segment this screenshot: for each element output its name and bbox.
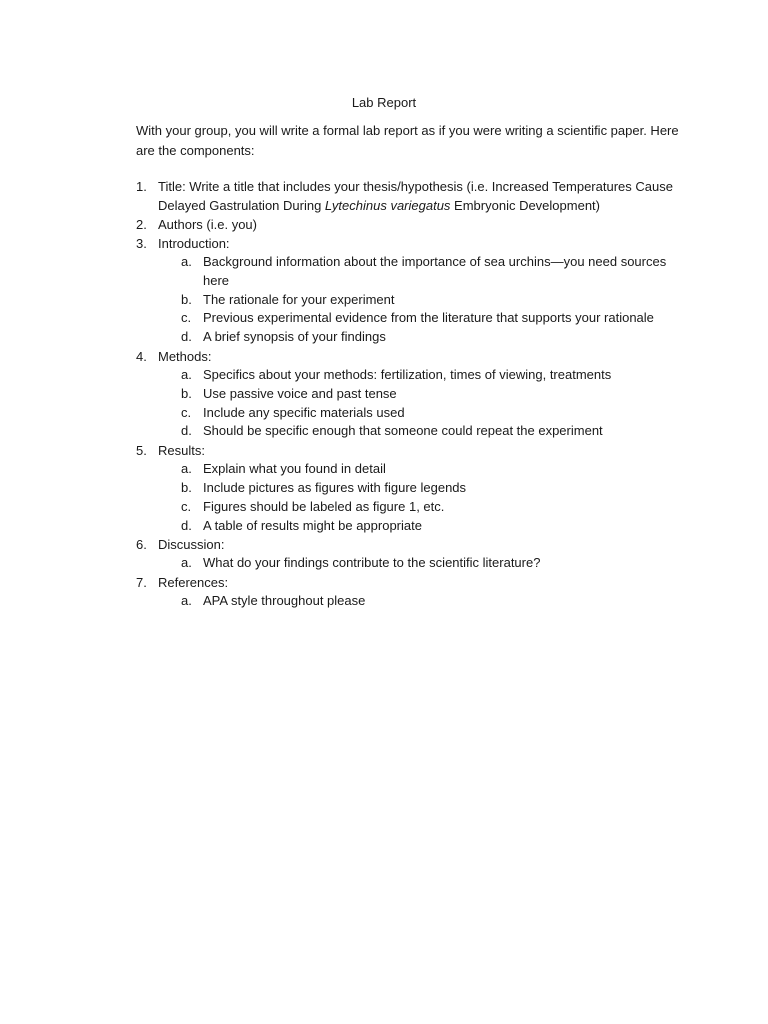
sub-item	[136, 460, 684, 479]
sub-item	[136, 422, 684, 441]
sub-item	[136, 554, 684, 573]
sub-item	[136, 498, 684, 517]
sub-item	[136, 479, 684, 498]
list-item-references	[136, 573, 684, 592]
list-number: 7.	[136, 575, 147, 591]
list-number: 4.	[136, 348, 147, 364]
list-item-authors	[136, 215, 684, 234]
species-name: Lytechinus variegatus	[324, 198, 451, 213]
list-item-introduction	[136, 234, 684, 253]
sub-item-text: A brief synopsis of your findings	[203, 329, 386, 345]
sub-item-letter: a.	[181, 254, 192, 269]
sub-item-text: Previous experimental evidence from the literature that supports your rationale	[203, 310, 654, 326]
sub-item-text-continued: here	[203, 272, 230, 288]
sub-item	[136, 291, 684, 310]
sub-item-letter: a.	[181, 366, 192, 382]
sub-item-letter: c.	[181, 310, 192, 326]
sub-item-letter: b.	[181, 479, 192, 495]
sub-item	[136, 328, 684, 347]
sub-item-letter: b.	[181, 385, 192, 401]
sub-item	[136, 517, 684, 536]
list-number: 6.	[136, 537, 147, 553]
list-number: 1.	[136, 179, 147, 194]
list-number: 3.	[136, 236, 147, 251]
list-item-discussion	[136, 535, 684, 554]
list-item-text: Discussion:	[158, 537, 225, 553]
sub-item-text: APA style throughout please	[203, 593, 366, 609]
sub-item-text: What do your findings contribute to the scientific literature?	[203, 555, 541, 571]
sub-item-text: Figures should be labeled as figure 1, etc.	[203, 498, 445, 514]
sub-item	[136, 366, 684, 385]
sub-item-text: Explain what you found in detail	[203, 461, 386, 477]
list-item-text-part: Delayed Gastrulation During	[158, 198, 325, 213]
document-title: Lab Report	[351, 95, 417, 110]
list-item-methods	[136, 347, 684, 366]
sub-item-letter: d.	[181, 423, 192, 439]
list-item-text: Results:	[158, 443, 205, 459]
sub-item-letter: c.	[181, 498, 192, 514]
list-item-results	[136, 441, 684, 460]
list-number: 2.	[136, 217, 147, 232]
list-item-text: Methods:	[158, 348, 212, 364]
list-item-text: Introduction:	[158, 236, 230, 251]
sub-item-letter: d.	[181, 517, 192, 533]
sub-item-letter: a.	[181, 461, 192, 477]
sub-item-text: Background information about the importance of sea urchins—you need sources	[203, 254, 667, 269]
sub-item-text: Should be specific enough that someone could repeat the experiment	[203, 423, 603, 439]
sub-item	[136, 385, 684, 404]
sub-item-text: A table of results might be appropriate	[203, 517, 422, 533]
sub-item-letter: c.	[181, 404, 192, 420]
sub-item-text: Include pictures as figures with figure legends	[203, 479, 467, 495]
sub-item-text: Include any specific materials used	[203, 404, 405, 420]
list-item-title	[136, 177, 684, 215]
list-item-text: Title: Write a title that includes your thesis/hypothesis (i.e. Increased Temperatures Cause	[158, 179, 673, 194]
intro-paragraph: With your group, you will write a formal lab report as if you were writing a scientific paper. Here are the components:	[136, 123, 679, 158]
list-item-text: References:	[158, 575, 229, 591]
sub-item-text: The rationale for your experiment	[203, 291, 395, 307]
list-item-text-part: Embryonic Development)	[450, 198, 600, 213]
sub-item-letter: d.	[181, 329, 192, 345]
sub-item-text: Specifics about your methods: fertilization, times of viewing, treatments	[203, 366, 612, 382]
sub-item	[136, 309, 684, 328]
list-item-text: Authors (i.e. you)	[158, 217, 257, 232]
sub-item	[136, 253, 684, 291]
sub-item-letter: a.	[181, 555, 192, 571]
sub-item-text: Use passive voice and past tense	[203, 385, 397, 401]
list-number: 5.	[136, 443, 147, 459]
sub-item-letter: b.	[181, 291, 192, 307]
sub-item-letter: a.	[181, 593, 192, 609]
components-list	[136, 177, 684, 611]
sub-item	[136, 404, 684, 423]
sub-item	[136, 592, 684, 611]
list-item-text-continued	[158, 196, 684, 215]
